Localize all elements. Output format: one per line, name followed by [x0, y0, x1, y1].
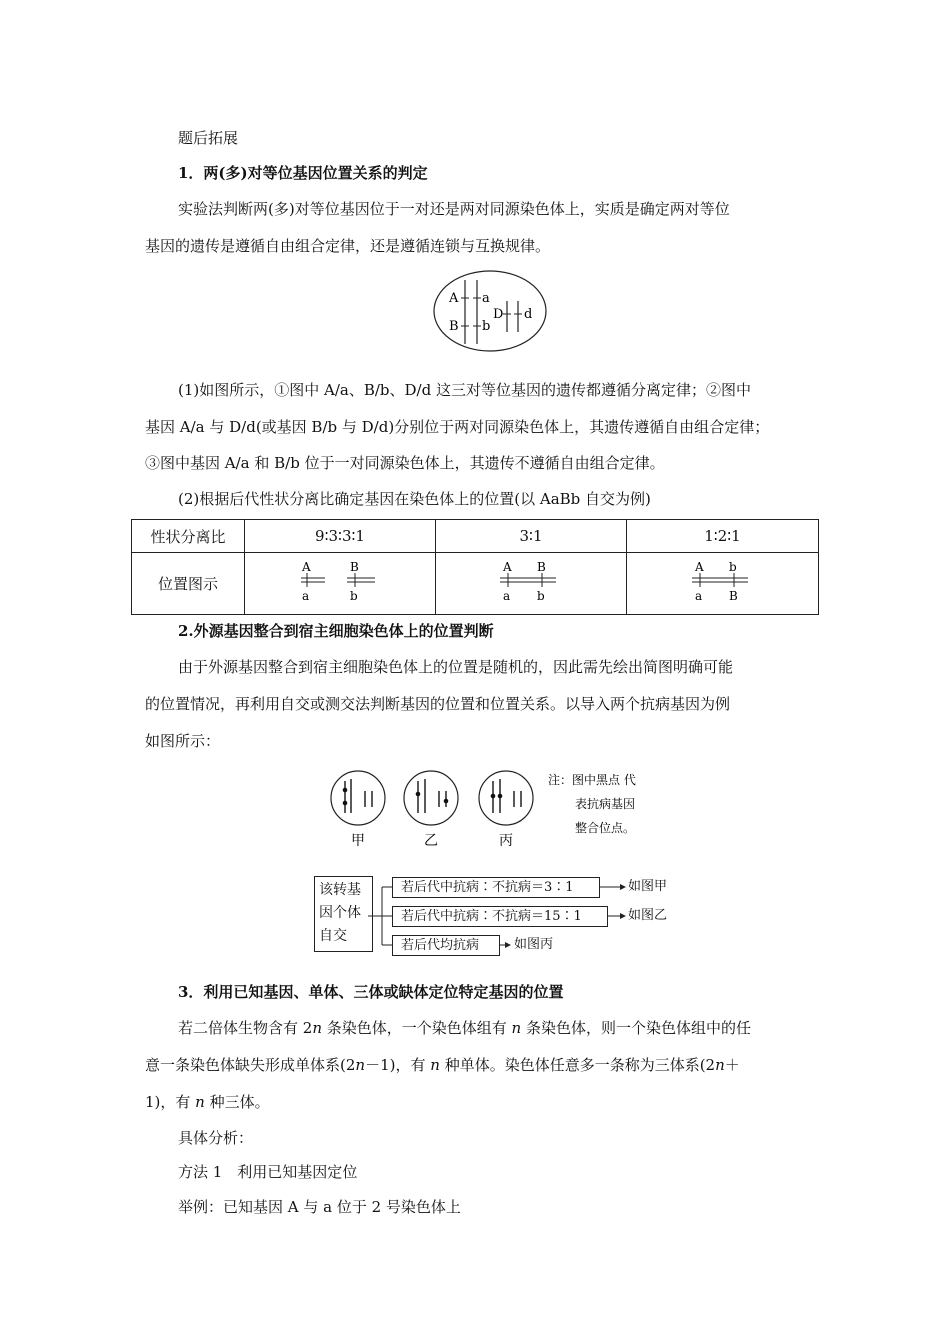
gene-label: A: [503, 559, 512, 574]
ratio-cell: 3∶1: [436, 520, 627, 553]
position-diagram-repulsion: [688, 558, 758, 606]
gene-label: b: [482, 319, 491, 334]
position-diagram-coupled: [496, 558, 566, 606]
paragraph-line: 具体分析：: [178, 1129, 254, 1147]
diagram-cell: [245, 553, 436, 615]
figure-note: 整合位点。: [575, 821, 636, 835]
diagram-cell: [627, 553, 819, 615]
table-row-label: 位置图示: [132, 553, 245, 615]
flow-result: 如图丙: [514, 937, 554, 952]
section-3-title: 3．利用已知基因、单体、三体或缺体定位特定基因的位置: [178, 983, 564, 1001]
paragraph-line: 的位置情况，再利用自交或测交法判断基因的位置和位置关系。以导入两个抗病基因为例: [145, 695, 731, 713]
flow-result: 如图甲: [628, 879, 668, 894]
paragraph-line: 由于外源基因整合到宿主细胞染色体上的位置是随机的，因此需先绘出简图明确可能: [178, 658, 734, 676]
gene-label: B: [449, 319, 459, 334]
cell-label: 丙: [499, 833, 513, 849]
cell-integration-figure: [326, 766, 676, 852]
paragraph-line: 如图所示：: [145, 732, 221, 750]
gene-label: a: [694, 588, 702, 603]
gene-label: d: [524, 307, 533, 322]
gene-label: D: [493, 307, 504, 322]
flow-source-line: 该转基: [319, 882, 361, 898]
ratio-cell: 9∶3∶3∶1: [245, 520, 436, 553]
diagram-cell: [436, 553, 627, 615]
cell-label: 乙: [424, 833, 438, 849]
gene-label: B: [728, 588, 738, 603]
chromosome-ellipse-figure: [432, 268, 550, 354]
paragraph-line: 实验法判断两(多)对等位基因位于一对还是两对同源染色体上，实质是确定两对等位: [178, 200, 730, 218]
flow-source-line: 自交: [319, 928, 347, 944]
cell-jia: [331, 771, 385, 825]
gene-label: a: [482, 291, 490, 306]
cell-bing: [479, 771, 533, 825]
paragraph-line: 基因的遗传是遵循自由组合定律，还是遵循连锁与互换规律。: [145, 237, 551, 255]
paragraph-line: 1)，有 n 种三体。: [145, 1093, 270, 1111]
figure-note: 表抗病基因: [575, 797, 636, 811]
gene-label: B: [537, 559, 546, 574]
gene-label: B: [350, 559, 359, 574]
heading: 题后拓展: [178, 129, 239, 147]
paragraph-line: ③图中基因 A/a 和 B/b 位于一对同源染色体上，其遗传不遵循自由组合定律。: [145, 454, 665, 472]
flow-condition-box: 若后代中抗病∶不抗病＝15∶1: [392, 906, 608, 927]
flow-source-line: 因个体: [319, 905, 361, 921]
gene-label: A: [694, 559, 704, 574]
method-heading: 方法 1 利用已知基因定位: [178, 1163, 358, 1181]
gene-label: A: [302, 559, 311, 574]
gene-label: a: [503, 588, 511, 603]
gene-label: b: [350, 588, 358, 603]
table-row-label: 性状分离比: [132, 520, 245, 553]
gene-label: a: [302, 588, 310, 603]
position-diagram-unlinked: [295, 558, 385, 606]
ratio-cell: 1∶2∶1: [627, 520, 819, 553]
gene-label: b: [537, 588, 545, 603]
paragraph-line: 举例：已知基因 A 与 a 位于 2 号染色体上: [178, 1198, 461, 1216]
paragraph-line: 意一条染色体缺失形成单体系(2n－1)，有 n 种单体。染色体任意多一条称为三体系(2n＋: [145, 1056, 740, 1074]
paragraph-line: (2)根据后代性状分离比确定基因在染色体上的位置(以 AaBb 自交为例): [178, 490, 651, 508]
flow-source-box: [314, 876, 373, 952]
gene-label: A: [449, 291, 459, 306]
flow-condition-box: 若后代均抗病: [392, 935, 500, 956]
flow-condition-box: 若后代中抗病∶不抗病＝3∶1: [392, 877, 600, 898]
cell-yi: [404, 771, 458, 825]
paragraph-line: 若二倍体生物含有 2n 条染色体，一个染色体组有 n 条染色体，则一个染色体组中的任: [178, 1019, 751, 1037]
paragraph-line: 基因 A/a 与 D/d(或基因 B/b 与 D/d)分别位于两对同源染色体上，其遗传遵循自由组合定律；: [145, 418, 770, 436]
section-1-title: 1．两(多)对等位基因位置关系的判定: [178, 164, 428, 182]
cell-label: 甲: [351, 833, 365, 849]
paragraph-line: (1)如图所示，①图中 A/a、B/b、D/d 这三对等位基因的遗传都遵循分离定律；②图中: [178, 381, 751, 399]
separation-ratio-table: [131, 519, 819, 615]
gene-label: b: [728, 559, 737, 574]
figure-note: 注：图中黑点 代: [548, 773, 636, 787]
flow-result: 如图乙: [628, 908, 668, 923]
section-2-title: 2.外源基因整合到宿主细胞染色体上的位置判断: [178, 622, 494, 640]
